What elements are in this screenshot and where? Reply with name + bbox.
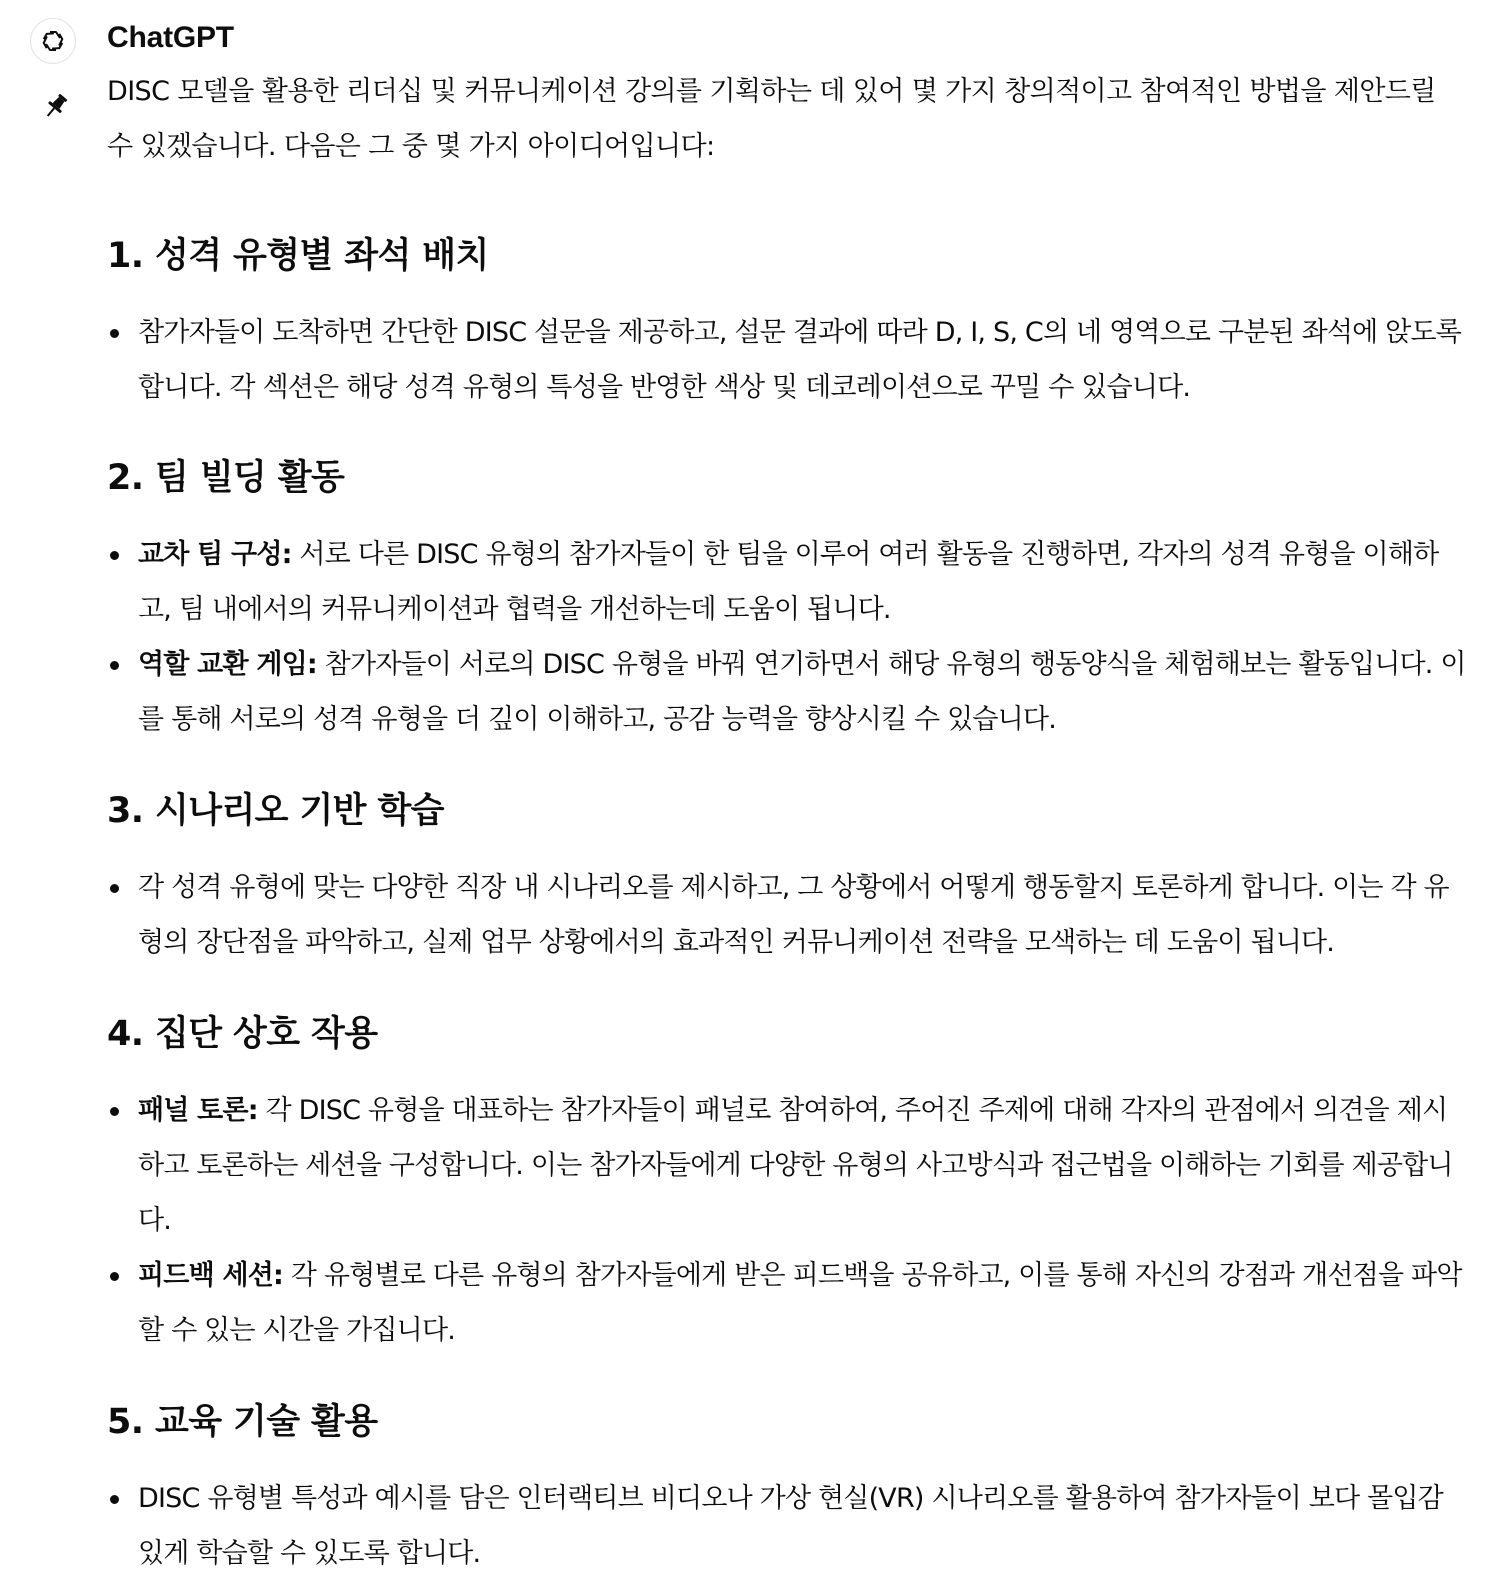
section-seating (107, 234, 1467, 415)
author-name: ChatGPT (107, 21, 234, 54)
item-text: 서로 다른 DISC 유형의 참가자들이 한 팀을 이루어 여러 활동을 진행하면, 각자의 성격 유형을 이해하고, 팀 내에서의 커뮤니케이션과 협력을 개선하는데 도움이 됩니다. (138, 539, 1439, 625)
section-heading: 1. 성격 유형별 좌석 배치 (107, 236, 489, 276)
section-heading: 2. 팀 빌딩 활동 (107, 458, 345, 498)
section-group-interaction (107, 1012, 1467, 1358)
list-item (107, 637, 1467, 747)
intro-paragraph: DISC 모델을 활용한 리더십 및 커뮤니케이션 강의를 기획하는 데 있어 몇 가지 창의적이고 참여적인 방법을 제안드릴 수 있겠습니다. 다음은 그 중 몇 가지 아이디어입니다: (107, 76, 1436, 162)
list-item (107, 305, 1467, 415)
list-item (107, 1471, 1467, 1581)
bullet-list (107, 860, 1467, 970)
item-label: 피드백 세션: (138, 1260, 284, 1291)
bullet-list (107, 527, 1467, 747)
section-scenario-learning (107, 789, 1467, 970)
bullet-dot (110, 1107, 119, 1116)
item-text: 각 성격 유형에 맞는 다양한 직장 내 시나리오를 제시하고, 그 상황에서 어떻게 행동할지 토론하게 합니다. 이는 각 유형의 장단점을 파악하고, 실제 업무 상황에서의 효과적인 커뮤니케이션 전략을 모색하는 데 도움이 됩니다. (138, 872, 1449, 958)
bullet-dot (110, 884, 119, 893)
bullet-list (107, 305, 1467, 415)
section-heading: 5. 교육 기술 활용 (107, 1402, 378, 1442)
message-content (107, 18, 1467, 1581)
list-item (107, 1248, 1467, 1358)
item-text: 참가자들이 도착하면 간단한 DISC 설문을 제공하고, 설문 결과에 따라 D, I, S, C의 네 영역으로 구분된 좌석에 앉도록 합니다. 각 섹션은 해당 성격 유형의 특성을 반영한 색상 및 데코레이션으로 꾸밀 수 있습니다. (138, 317, 1462, 403)
bullet-dot (110, 1272, 119, 1281)
item-label: 교차 팀 구성: (138, 539, 292, 570)
message-gutter (30, 18, 86, 64)
bullet-dot (110, 1495, 119, 1504)
bullet-dot (110, 551, 119, 560)
section-heading: 3. 시나리오 기반 학습 (107, 791, 444, 831)
item-text: 각 DISC 유형을 대표하는 참가자들이 패널로 참여하여, 주어진 주제에 대해 각자의 관점에서 의견을 제시하고 토론하는 세션을 구성합니다. 이는 참가자들에게 다양한 유형의 사고방식과 접근법을 이해하는 기회를 제공합니다. (138, 1095, 1453, 1236)
item-label: 역할 교환 게임: (138, 649, 317, 680)
pin-icon[interactable] (40, 90, 72, 122)
list-item (107, 527, 1467, 637)
bullet-list (107, 1471, 1467, 1581)
bullet-dot (110, 661, 119, 670)
item-text: 각 유형별로 다른 유형의 참가자들에게 받은 피드백을 공유하고, 이를 통해 자신의 강점과 개선점을 파악할 수 있는 시간을 가집니다. (138, 1260, 1462, 1346)
section-team-building (107, 456, 1467, 747)
section-edtech (107, 1400, 1467, 1581)
list-item (107, 1083, 1467, 1248)
bullet-dot (110, 329, 119, 338)
bullet-list (107, 1083, 1467, 1358)
openai-logo-icon (30, 18, 76, 64)
item-text: DISC 유형별 특성과 예시를 담은 인터랙티브 비디오나 가상 현실(VR) 시나리오를 활용하여 참가자들이 보다 몰입감 있게 학습할 수 있도록 합니다. (138, 1483, 1443, 1569)
list-item (107, 860, 1467, 970)
item-label: 패널 토론: (138, 1095, 258, 1126)
section-heading: 4. 집단 상호 작용 (107, 1014, 378, 1054)
item-text: 참가자들이 서로의 DISC 유형을 바꿔 연기하면서 해당 유형의 행동양식을 체험해보는 활동입니다. 이를 통해 서로의 성격 유형을 더 깊이 이해하고, 공감 능력을 향상시킬 수 있습니다. (138, 649, 1466, 735)
